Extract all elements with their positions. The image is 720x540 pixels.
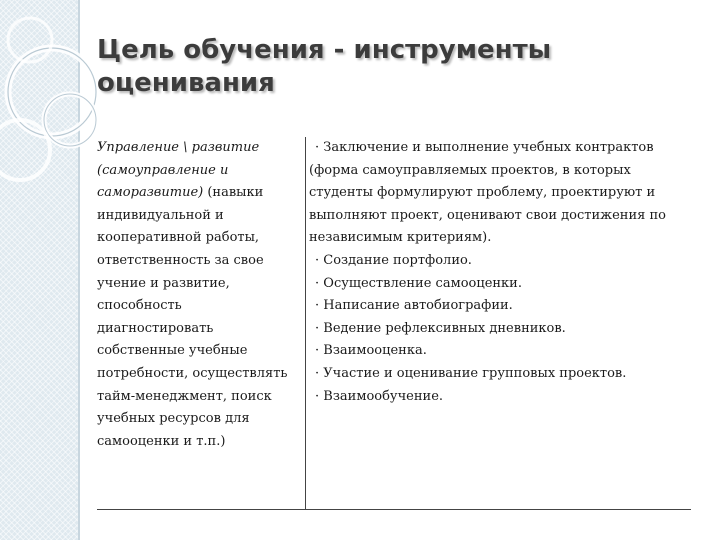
- list-item-text: Создание портфолио.: [323, 252, 472, 268]
- decorative-circles: [0, 0, 110, 200]
- list-item: [309, 386, 691, 409]
- title-line-2: оценивания: [97, 68, 275, 98]
- list-item: [309, 318, 691, 341]
- list-item: [309, 273, 691, 296]
- left-cell-italic-text: Управление \ развитие (самоуправление и саморазвитие): [97, 140, 260, 201]
- bullet-icon: ·: [315, 298, 320, 314]
- list-item-text: Взаимообучение.: [323, 388, 444, 404]
- list-item: [309, 363, 691, 386]
- list-item: [309, 137, 691, 250]
- bullet-icon: ·: [315, 252, 320, 268]
- bullet-icon: ·: [315, 365, 320, 381]
- list-item-text: Участие и оценивание групповых проектов.: [323, 365, 627, 381]
- right-cell: [309, 137, 691, 408]
- list-item: [309, 340, 691, 363]
- list-item: [309, 250, 691, 273]
- table-bottom-rule: [97, 509, 691, 510]
- list-item-text: Заключение и выполнение учебных контрактов (форма самоуправляемых проектов, в которых студенты формулируют проблему, проектируют и выполняют проект, оценивают свои достижения по независимым критериям).: [309, 140, 666, 246]
- title-line-1: Цель обучения - инструменты: [97, 35, 552, 65]
- list-item-text: Взаимооценка.: [323, 343, 427, 359]
- bullet-icon: ·: [315, 320, 320, 336]
- content-table: [97, 137, 693, 511]
- left-cell-text: (навыки индивидуальной и кооперативной работы, ответственность за свое учение и развитие, способность диагностировать собственные учебные потребности, осуществлять тайм-менеджмент, поиск учебных ресурсов для самооценки и т.п.): [97, 185, 288, 449]
- bullet-icon: ·: [315, 388, 320, 404]
- column-divider: [305, 137, 306, 509]
- list-item-text: Осуществление самооценки.: [323, 275, 522, 291]
- list-item: [309, 295, 691, 318]
- list-item-text: Ведение рефлексивных дневников.: [323, 320, 566, 336]
- bullet-icon: ·: [315, 140, 320, 155]
- slide-title: [97, 34, 697, 100]
- left-cell: [97, 137, 299, 453]
- bullet-icon: ·: [315, 275, 320, 291]
- bullet-icon: ·: [315, 343, 320, 359]
- list-item-text: Написание автобиографии.: [323, 298, 513, 314]
